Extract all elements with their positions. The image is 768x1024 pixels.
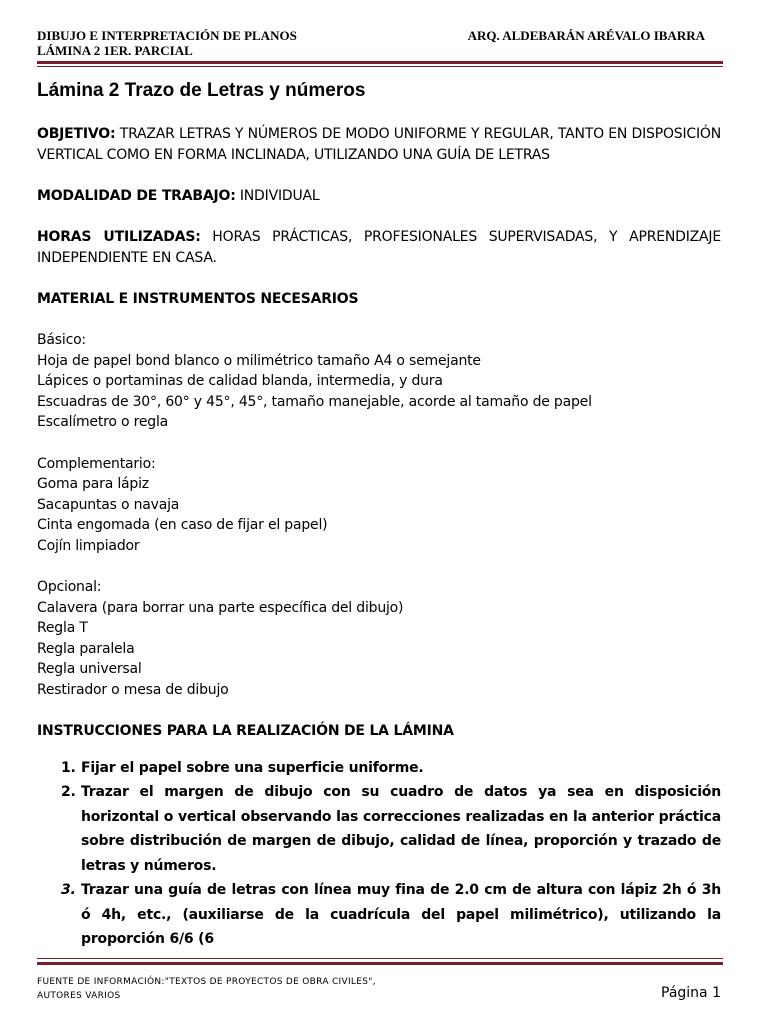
optional-label: Opcional:: [37, 579, 102, 596]
header-rule-thin: [37, 66, 723, 67]
page-title: Lámina 2 Trazo de Letras y números: [37, 80, 366, 101]
list-item: Goma para lápiz: [37, 476, 149, 493]
document-body: [37, 124, 721, 952]
complementary-list: [37, 474, 721, 556]
list-item: Calavera (para borrar una parte específica del dibujo): [37, 599, 404, 616]
source-line-1: FUENTE DE INFORMACIÓN:"TEXTOS DE PROYECTOS DE OBRA CIVILES",: [37, 977, 376, 987]
instructions-list: [37, 756, 721, 952]
complementary-label: Complementario:: [37, 455, 156, 472]
course-name: DIBUJO E INTERPRETACIÓN DE PLANOS: [37, 28, 297, 43]
modality-paragraph: [37, 186, 721, 207]
list-item: Cinta engomada (en caso de fijar el papel): [37, 517, 328, 534]
list-item: Sacapuntas o navaja: [37, 496, 180, 513]
instruction-step: [37, 780, 721, 878]
list-item: Cojín limpiador: [37, 537, 140, 554]
list-item: Escuadras de 30°, 60° y 45°, 45°, tamaño manejable, acorde al tamaño de papel: [37, 393, 592, 410]
objective-text: TRAZAR LETRAS Y NÚMEROS DE MODO UNIFORME Y REGULAR, TANTO EN DISPOSICIÓN VERTICAL COMO EN FORMA INCLINADA, UTILIZANDO UNA GUÍA DE LETRAS: [37, 126, 721, 163]
list-item: Regla universal: [37, 661, 142, 678]
step-text: Trazar el margen de dibujo con su cuadro de datos ya sea en disposición horizontal o vertical observando las correcciones realizadas en la anterior práctica sobre distribución de margen de dibujo, calidad de línea, proporción y trazado de letras y números.: [81, 784, 721, 874]
hours-label: HORAS UTILIZADAS:: [37, 228, 201, 245]
step-number: 3.: [61, 882, 76, 899]
list-item: Hoja de papel bond blanco o milimétrico tamaño A4 o semejante: [37, 352, 481, 369]
instruction-step: [37, 878, 721, 952]
list-item: Regla paralela: [37, 640, 135, 657]
list-item: Escalímetro o regla: [37, 414, 169, 431]
page-footer: [37, 975, 721, 1003]
modality-label: MODALIDAD DE TRABAJO:: [37, 187, 236, 204]
modality-text: INDIVIDUAL: [235, 187, 320, 204]
list-item: Lápices o portaminas de calidad blanda, intermedia, y dura: [37, 373, 443, 390]
basic-list: [37, 351, 721, 433]
objective-label: OBJETIVO:: [37, 126, 116, 142]
list-item: Restirador o mesa de dibujo: [37, 682, 229, 699]
page-number: Página 1: [661, 985, 721, 1001]
materials-heading: MATERIAL E INSTRUMENTOS NECESARIOS: [37, 290, 359, 307]
sheet-label: LÁMINA 2 1ER. PARCIAL: [37, 43, 193, 58]
basic-label: Básico:: [37, 331, 86, 348]
hours-paragraph: [37, 227, 721, 268]
instruction-step: [37, 756, 721, 781]
author-name: ARQ. ALDEBARÁN ARÉVALO IBARRA: [467, 28, 705, 43]
step-text: Fijar el papel sobre una superficie uniforme.: [81, 759, 424, 776]
hours-text: HORAS PRÁCTICAS, PROFESIONALES SUPERVISADAS, Y APRENDIZAJE INDEPENDIENTE EN CASA.: [37, 228, 721, 266]
objective-paragraph: [37, 124, 721, 165]
step-text: Trazar una guía de letras con línea muy fina de 2.0 cm de altura con lápiz 2h ó 3h ó 4h, etc., (auxiliarse de la cuadrícula del papel milimétrico), utilizando la proporción 6/6 (6: [81, 882, 721, 948]
step-number: 2.: [61, 784, 76, 801]
header-rule: [37, 61, 723, 64]
optional-list: [37, 598, 721, 701]
source-line-2: AUTORES VARIOS: [37, 991, 121, 1001]
instructions-heading: INSTRUCCIONES PARA LA REALIZACIÓN DE LA LÁMINA: [37, 723, 454, 740]
footer-rule: [37, 962, 723, 965]
footer-rule-thin: [37, 958, 723, 959]
step-number: 1.: [61, 759, 76, 776]
list-item: Regla T: [37, 620, 88, 637]
page-header: [37, 28, 723, 58]
